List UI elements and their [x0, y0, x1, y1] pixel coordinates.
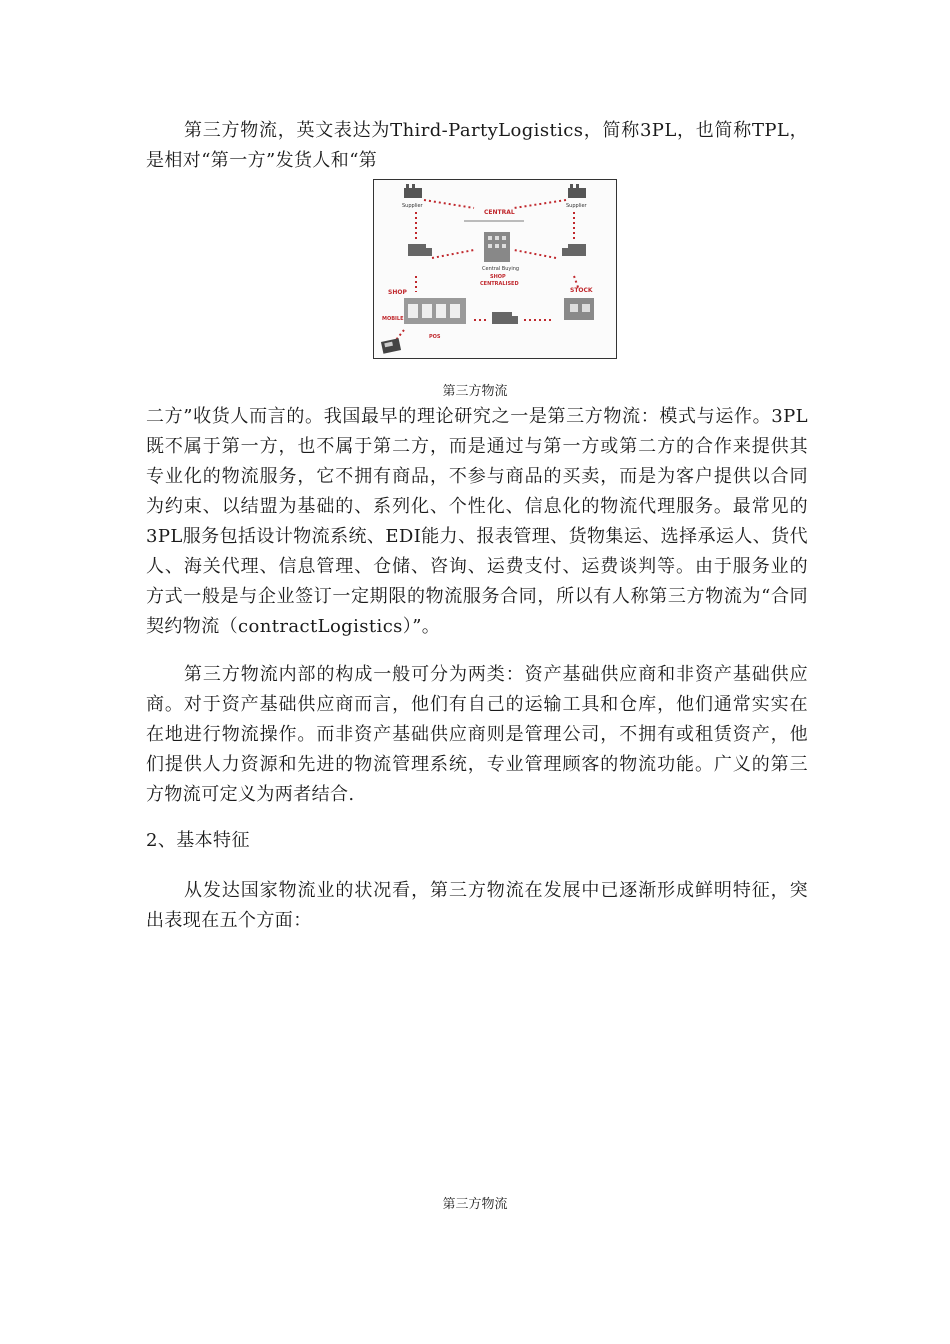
section-heading: 2、基本特征	[146, 830, 250, 851]
shop-label: SHOP	[388, 289, 407, 296]
footer-caption: 第三方物流	[442, 1197, 508, 1212]
mobile-terminal-icon	[381, 338, 401, 353]
definition-paragraph: 二方”收货人而言的。我国最早的理论研究之一是第三方物流：模式与运作。3PL既不属于第一方，也不属于第二方，而是通过与第一方或第二方的合作来提供其专业化的物流服务，它不拥有商品，不参与商品的买卖，而是为客户提供以合同为约束、以结盟为基础的、系列化、个性化、信息化的物流代理服务。最常见的3PL服务包括设计物流系统、EDI能力、报表管理、货物集运、选择承运人、货代人、海关代理、信息管理、仓储、咨询、运费支付、运费谈判等。由于服务业的方式一般是与企业签订一定期限的物流服务合同，所以有人称第三方物流为“合同契约物流（contractLogistics）”。	[146, 406, 808, 637]
central-buying-label: Central Buying	[482, 266, 520, 272]
central-label: CENTRAL	[484, 209, 515, 216]
shop-centralised-label-1: SHOP	[490, 274, 506, 280]
composition-paragraph: 第三方物流内部的构成一般可分为两类：资产基础供应商和非资产基础供应商。对于资产基础供应商而言，他们有自己的运输工具和仓库，他们通常实实在在地进行物流操作。而非资产基础供应商则是管理公司，不拥有或租赁资产，他们提供人力资源和先进的物流管理系统，专业管理顾客的物流功能。广义的第三方物流可定义为两者结合.	[146, 664, 808, 805]
building-icon	[484, 232, 510, 262]
shop-centralised-label-2: CENTRALISED	[480, 281, 519, 287]
warehouse-icon	[564, 298, 594, 320]
shop-icon	[404, 298, 466, 324]
logistics-diagram	[374, 180, 616, 358]
logistics-diagram-image	[373, 179, 617, 359]
supplier-right-label: Supplier	[566, 203, 587, 209]
supplier-left-label: Supplier	[402, 203, 423, 209]
pos-label: POS	[429, 334, 441, 340]
features-paragraph: 从发达国家物流业的状况看，第三方物流在发展中已逐渐形成鲜明特征，突出表现在五个方面：	[146, 880, 808, 931]
intro-paragraph: 第三方物流，英文表达为Third-PartyLogistics，简称3PL，也简称TPL，是相对“第一方”发货人和“第	[146, 120, 808, 171]
figure-caption: 第三方物流	[442, 384, 508, 399]
stock-label: STOCK	[570, 287, 593, 294]
mobile-label: MOBILE	[382, 316, 404, 322]
